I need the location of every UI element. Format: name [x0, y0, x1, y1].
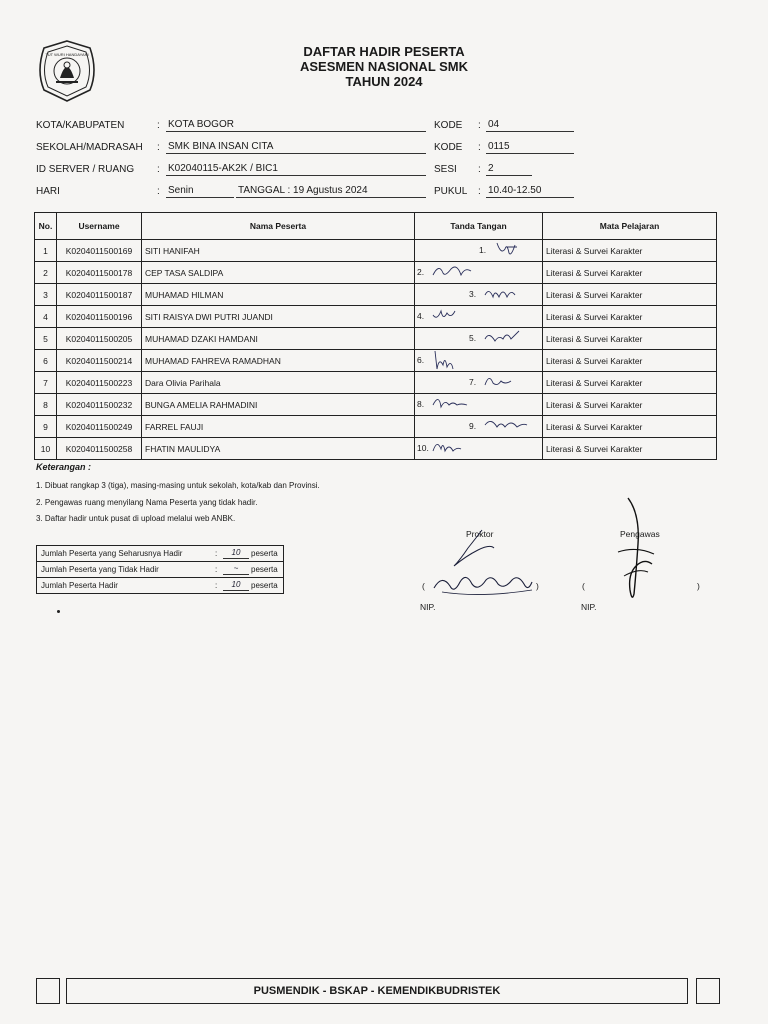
kode1-value: 04 — [486, 118, 574, 132]
row-mata-pelajaran: Literasi & Survei Karakter — [543, 240, 717, 262]
hari-value: Senin — [166, 184, 234, 198]
table-row — [35, 438, 717, 460]
title-line-1: DAFTAR HADIR PESERTA — [303, 44, 465, 59]
row-signature-cell — [415, 416, 543, 438]
row-nama: CEP TASA SALDIPA — [142, 262, 415, 284]
sesi-label: SESI — [434, 164, 457, 175]
summary-row-present — [37, 578, 283, 593]
row-number: 1 — [35, 240, 57, 262]
kota-colon: : — [157, 120, 160, 131]
hari-label: HARI — [36, 186, 60, 197]
tanggal-value: TANGGAL : 19 Agustus 2024 — [236, 184, 426, 198]
row-mata-pelajaran: Literasi & Survei Karakter — [543, 394, 717, 416]
ink-dot — [57, 610, 60, 613]
row-signature-cell — [415, 240, 543, 262]
row-signature-cell — [415, 306, 543, 328]
sekolah-label: SEKOLAH/MADRASAH — [36, 142, 143, 153]
row-number: 5 — [35, 328, 57, 350]
server-label: ID SERVER / RUANG — [36, 164, 135, 175]
handwritten-signature — [431, 307, 479, 327]
header-mata-pelajaran: Mata Pelajaran — [543, 213, 717, 240]
server-colon: : — [157, 164, 160, 175]
kode2-value: 0115 — [486, 140, 574, 154]
summary-value: 10 — [223, 547, 249, 559]
sesi-value: 2 — [486, 162, 532, 176]
row-signature-cell — [415, 328, 543, 350]
note-item-1: 1. Dibuat rangkap 3 (tiga), masing-masing untuk sekolah, kota/kab dan Provinsi. — [36, 481, 320, 490]
table-row — [35, 372, 717, 394]
table-row — [35, 394, 717, 416]
kota-value: KOTA BOGOR — [166, 118, 426, 132]
row-username: K0204011500205 — [57, 328, 142, 350]
pengawas-signature — [608, 494, 664, 606]
summary-label: Jumlah Peserta yang Seharusnya Hadir — [41, 549, 183, 558]
server-value: K02040115-AK2K / BIC1 — [166, 162, 426, 176]
row-username: K0204011500258 — [57, 438, 142, 460]
kode2-colon: : — [478, 142, 481, 153]
pengawas-nip: NIP. — [581, 602, 597, 612]
summary-value: 10 — [223, 579, 249, 591]
row-number: 2 — [35, 262, 57, 284]
attendance-table — [34, 212, 717, 460]
row-number: 9 — [35, 416, 57, 438]
summary-colon: : — [215, 565, 218, 574]
row-username: K0204011500196 — [57, 306, 142, 328]
row-number: 8 — [35, 394, 57, 416]
row-username: K0204011500178 — [57, 262, 142, 284]
summary-row-expected — [37, 546, 283, 562]
row-nama: MUHAMAD DZAKI HAMDANI — [142, 328, 415, 350]
summary-colon: : — [215, 581, 218, 590]
proktor-open-paren: ( — [422, 581, 425, 591]
row-signature-cell — [415, 284, 543, 306]
pukul-value: 10.40-12.50 — [486, 184, 574, 198]
signature-number: 9. — [469, 421, 477, 431]
kota-label: KOTA/KABUPATEN — [36, 120, 125, 131]
title-line-3: TAHUN 2024 — [345, 74, 423, 89]
note-item-3: 3. Daftar hadir untuk pusat di upload melalui web ANBK. — [36, 514, 236, 523]
row-number: 7 — [35, 372, 57, 394]
kode1-colon: : — [478, 120, 481, 131]
row-signature-cell — [415, 438, 543, 460]
row-nama: SITI HANIFAH — [142, 240, 415, 262]
table-row — [35, 262, 717, 284]
footer-left-box — [36, 978, 60, 1004]
handwritten-signature — [431, 351, 479, 371]
pukul-colon: : — [478, 186, 481, 197]
row-username: K0204011500187 — [57, 284, 142, 306]
header-tanda-tangan: Tanda Tangan — [415, 213, 543, 240]
proktor-label: Proktor — [466, 529, 494, 539]
signature-number: 6. — [417, 355, 425, 365]
summary-unit: peserta — [251, 565, 278, 574]
table-header-row — [35, 213, 717, 240]
proktor-close-paren: ) — [536, 581, 539, 591]
signature-number: 5. — [469, 333, 477, 343]
title-line-2: ASESMEN NASIONAL SMK — [299, 59, 469, 74]
signature-number: 2. — [417, 267, 425, 277]
pengawas-open-paren: ( — [582, 581, 585, 591]
summary-label: Jumlah Peserta Hadir — [41, 581, 118, 590]
row-mata-pelajaran: Literasi & Survei Karakter — [543, 350, 717, 372]
signature-number: 3. — [469, 289, 477, 299]
sekolah-colon: : — [157, 142, 160, 153]
signature-number: 1. — [479, 245, 487, 255]
proktor-nip: NIP. — [420, 602, 436, 612]
row-signature-cell — [415, 350, 543, 372]
pengawas-label: Pengawas — [620, 529, 660, 539]
summary-value: ~ — [223, 563, 249, 575]
row-mata-pelajaran: Literasi & Survei Karakter — [543, 372, 717, 394]
note-item-2: 2. Pengawas ruang menyilang Nama Peserta yang tidak hadir. — [36, 498, 258, 507]
summary-row-absent — [37, 562, 283, 578]
row-number: 10 — [35, 438, 57, 460]
row-username: K0204011500214 — [57, 350, 142, 372]
row-signature-cell — [415, 394, 543, 416]
handwritten-signature — [483, 285, 531, 305]
table-row — [35, 416, 717, 438]
logo-text: TUT WURI HANDAYANI — [45, 52, 89, 57]
row-mata-pelajaran: Literasi & Survei Karakter — [543, 262, 717, 284]
pengawas-close-paren: ) — [697, 581, 700, 591]
footer-right-box — [696, 978, 720, 1004]
table-row — [35, 328, 717, 350]
row-mata-pelajaran: Literasi & Survei Karakter — [543, 306, 717, 328]
footer-bar: PUSMENDIK - BSKAP - KEMENDIKBUDRISTEK — [66, 978, 688, 1004]
row-signature-cell — [415, 372, 543, 394]
row-mata-pelajaran: Literasi & Survei Karakter — [543, 416, 717, 438]
row-mata-pelajaran: Literasi & Survei Karakter — [543, 328, 717, 350]
handwritten-signature — [431, 395, 479, 415]
keterangan-title: Keterangan : — [36, 462, 92, 472]
row-nama: FARREL FAUJI — [142, 416, 415, 438]
sekolah-value: SMK BINA INSAN CITA — [166, 140, 426, 154]
header-no: No. — [35, 213, 57, 240]
table-row — [35, 350, 717, 372]
summary-box — [36, 545, 284, 594]
row-number: 6 — [35, 350, 57, 372]
row-username: K0204011500232 — [57, 394, 142, 416]
row-nama: Dara Olivia Parihala — [142, 372, 415, 394]
pukul-label: PUKUL — [434, 186, 468, 197]
row-nama: BUNGA AMELIA RAHMADINI — [142, 394, 415, 416]
header-username: Username — [57, 213, 142, 240]
signature-number: 8. — [417, 399, 425, 409]
header-nama: Nama Peserta — [142, 213, 415, 240]
sesi-colon: : — [478, 164, 481, 175]
row-username: K0204011500223 — [57, 372, 142, 394]
document-title — [0, 44, 768, 89]
row-nama: MUHAMAD FAHREVA RAMADHAN — [142, 350, 415, 372]
summary-label: Jumlah Peserta yang Tidak Hadir — [41, 565, 159, 574]
row-signature-cell — [415, 262, 543, 284]
signature-number: 4. — [417, 311, 425, 321]
handwritten-signature — [431, 263, 479, 283]
row-number: 4 — [35, 306, 57, 328]
row-nama: SITI RAISYA DWI PUTRI JUANDI — [142, 306, 415, 328]
row-number: 3 — [35, 284, 57, 306]
row-username: K0204011500249 — [57, 416, 142, 438]
row-username: K0204011500169 — [57, 240, 142, 262]
handwritten-signature — [483, 329, 531, 349]
signature-number: 7. — [469, 377, 477, 387]
hari-colon: : — [157, 186, 160, 197]
summary-colon: : — [215, 549, 218, 558]
handwritten-signature — [493, 241, 541, 261]
proktor-signature — [420, 528, 550, 604]
kode1-label: KODE — [434, 120, 463, 131]
summary-unit: peserta — [251, 549, 278, 558]
row-nama: FHATIN MAULIDYA — [142, 438, 415, 460]
table-row — [35, 306, 717, 328]
table-row — [35, 284, 717, 306]
row-mata-pelajaran: Literasi & Survei Karakter — [543, 284, 717, 306]
handwritten-signature — [483, 417, 531, 437]
row-nama: MUHAMAD HILMAN — [142, 284, 415, 306]
kode2-label: KODE — [434, 142, 463, 153]
signature-number: 10. — [417, 443, 429, 453]
summary-unit: peserta — [251, 581, 278, 590]
handwritten-signature — [431, 439, 479, 459]
table-row — [35, 240, 717, 262]
handwritten-signature — [483, 373, 531, 393]
row-mata-pelajaran: Literasi & Survei Karakter — [543, 438, 717, 460]
